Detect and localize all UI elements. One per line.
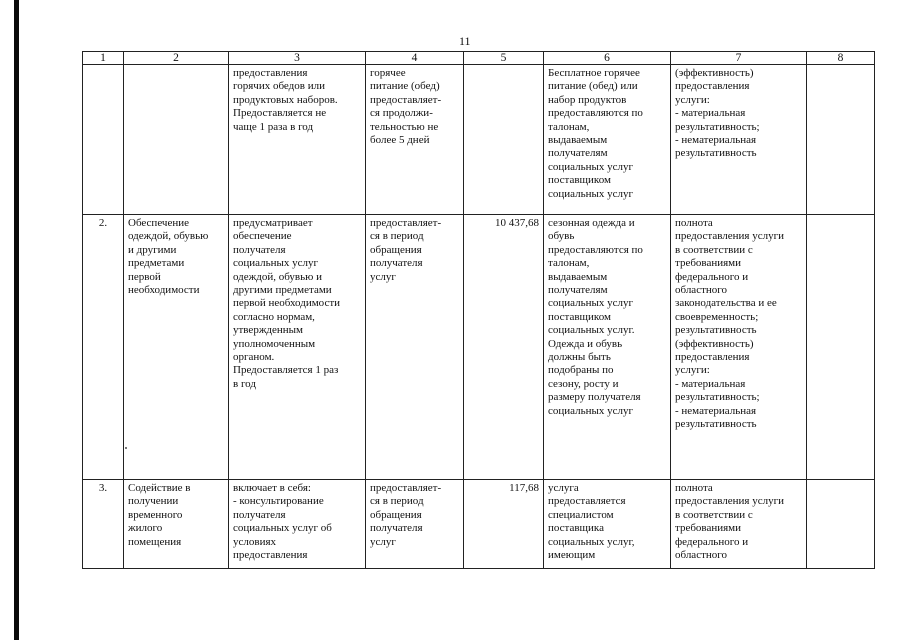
text-line: одеждой, обувью [128, 230, 209, 243]
text-line: предусматривает [233, 217, 313, 229]
text-line: в год [233, 377, 256, 390]
text-line: - нематериальная [675, 404, 757, 417]
text-line: предоставляются по [548, 107, 643, 120]
text-line: ся продолжи- [370, 107, 433, 120]
text-line: предоставления [233, 549, 308, 562]
text-line: размеру получателя [548, 391, 641, 404]
text-line: своевременность; [675, 310, 759, 323]
cell-extra [807, 215, 875, 480]
cell-indicators [671, 65, 807, 215]
cell-conditions [544, 65, 671, 215]
text-line: Бесплатное горячее [548, 67, 640, 79]
cell-tariff: 10 437,68 [464, 215, 544, 480]
header-col-4: 4 [366, 52, 464, 65]
cell-service-name [124, 65, 229, 215]
text-line: другими предметами [233, 284, 332, 297]
text-line: предоставляет- [370, 482, 442, 494]
text-line: результативность [675, 418, 757, 431]
text-line: имеющим [548, 549, 596, 562]
text-line: и другими [128, 243, 177, 256]
text-line: получателя [233, 243, 286, 256]
text-line: предоставляется [548, 495, 626, 508]
text-line: условиях [233, 535, 277, 548]
text-line: результативность; [675, 120, 760, 133]
text-line: талонам, [548, 120, 590, 133]
text-line: предоставления [675, 351, 750, 364]
text-line: предоставления [233, 67, 308, 79]
text-line: необходимости [128, 284, 200, 297]
text-line: обувь [548, 230, 575, 243]
text-line: одеждой, обувью и [233, 270, 322, 283]
text-line: получателя [233, 508, 286, 521]
header-row [83, 52, 875, 65]
cell-number [83, 65, 124, 215]
text-line: горячее [370, 67, 406, 79]
cell-tariff: 117,68 [464, 480, 544, 569]
text-line: полнота [675, 217, 713, 229]
text-line: - нематериальная [675, 134, 757, 147]
text-line: помещения [128, 535, 182, 548]
table-row [83, 65, 875, 215]
text-line: требованиями [675, 522, 742, 535]
text-line: социальных услуг [548, 187, 634, 200]
text-line: талонам, [548, 257, 590, 270]
text-line: предоставления услуги [675, 230, 784, 243]
text-line: предоставляет- [370, 217, 442, 229]
text-line: - консультирование [233, 495, 324, 508]
cell-service-name [124, 480, 229, 569]
text-line: социальных услуг [548, 297, 634, 310]
header-col-1: 1 [83, 52, 124, 65]
text-line: услуг [370, 270, 396, 283]
text-line: федерального и [675, 535, 749, 548]
text-line: социальных услуг [548, 404, 634, 417]
text-line: жилого [128, 522, 163, 535]
text-line: полнота [675, 482, 713, 494]
text-line: получателя [370, 522, 423, 535]
text-line: - материальная [675, 107, 746, 120]
text-line: обеспечение [233, 230, 292, 243]
text-line: социальных услуг. [548, 324, 635, 337]
cell-indicators [671, 480, 807, 569]
text-line: областного [675, 549, 728, 562]
cell-description [229, 65, 366, 215]
text-line: результативность; [675, 391, 760, 404]
text-line: предметами [128, 257, 185, 270]
text-line: услуг [370, 535, 396, 548]
text-line: результативность [675, 147, 757, 160]
text-line: результативность [675, 324, 757, 337]
text-line: питание (обед) [370, 80, 440, 93]
table-row [83, 215, 875, 480]
cell-indicators [671, 215, 807, 480]
text-line: Одежда и обувь [548, 337, 623, 350]
cell-conditions [544, 215, 671, 480]
scan-margin [0, 0, 14, 640]
text-line: социальных услуг [548, 160, 634, 173]
text-line: чаще 1 раза в год [233, 120, 314, 133]
text-line: сезонная одежда и [548, 217, 635, 229]
text-line: временного [128, 508, 183, 521]
cell-description [229, 215, 366, 480]
text-line: (эффективность) [675, 67, 754, 79]
text-line: утвержденным [233, 324, 304, 337]
cell-description [229, 480, 366, 569]
text-line: горячих обедов или [233, 80, 325, 93]
text-line: первой необходимости [233, 297, 341, 310]
services-table [82, 51, 875, 569]
cell-period [366, 215, 464, 480]
text-line: включает в себя: [233, 482, 311, 494]
text-line: ся в период [370, 495, 424, 508]
text-line: питание (обед) или [548, 80, 638, 93]
scan-binding-edge [14, 0, 19, 640]
page-number: 11 [459, 34, 471, 48]
text-line: поставщика [548, 522, 604, 535]
text-line: набор продуктов [548, 93, 627, 106]
table-row [83, 480, 875, 569]
text-line: услуги: [675, 364, 710, 377]
text-line: Предоставляется 1 раз [233, 364, 339, 377]
scan-speck [125, 447, 127, 449]
text-line: обращения [370, 243, 422, 256]
text-line: поставщиком [548, 310, 611, 323]
text-line: подобраны по [548, 364, 614, 377]
text-line: Содействие в [128, 482, 191, 494]
text-line: (эффективность) [675, 337, 754, 350]
text-line: социальных услуг [233, 257, 319, 270]
text-line: должны быть [548, 351, 611, 364]
text-line: специалистом [548, 508, 614, 521]
cell-service-name [124, 215, 229, 480]
text-line: социальных услуг об [233, 522, 332, 535]
text-line: социальных услуг, [548, 535, 635, 548]
cell-number: 2. [83, 215, 124, 480]
text-line: федерального и [675, 270, 749, 283]
text-line: ся в период [370, 230, 424, 243]
cell-period [366, 65, 464, 215]
text-line: - материальная [675, 377, 746, 390]
cell-extra [807, 65, 875, 215]
text-line: выдаваемым [548, 134, 608, 147]
text-line: более 5 дней [370, 134, 430, 147]
cell-extra [807, 480, 875, 569]
text-line: согласно нормам, [233, 310, 315, 323]
cell-tariff [464, 65, 544, 215]
header-col-6: 6 [544, 52, 671, 65]
text-line: тельностью не [370, 120, 439, 133]
text-line: получателям [548, 284, 608, 297]
cell-conditions [544, 480, 671, 569]
text-line: поставщиком [548, 174, 611, 187]
text-line: выдаваемым [548, 270, 608, 283]
header-col-3: 3 [229, 52, 366, 65]
text-line: получателя [370, 257, 423, 270]
text-line: предоставляет- [370, 93, 442, 106]
header-col-8: 8 [807, 52, 875, 65]
text-line: в соответствии с [675, 508, 753, 521]
text-line: получателям [548, 147, 608, 160]
text-line: органом. [233, 351, 275, 364]
text-line: услуги: [675, 93, 710, 106]
text-line: продуктовых наборов. [233, 93, 338, 106]
cell-period [366, 480, 464, 569]
header-col-7: 7 [671, 52, 807, 65]
text-line: обращения [370, 508, 422, 521]
text-line: Предоставляется не [233, 107, 327, 120]
text-line: предоставления [675, 80, 750, 93]
text-line: областного [675, 284, 728, 297]
text-line: первой [128, 270, 161, 283]
text-line: уполномоченным [233, 337, 316, 350]
text-line: получении [128, 495, 179, 508]
header-col-5: 5 [464, 52, 544, 65]
text-line: Обеспечение [128, 217, 189, 229]
text-line: предоставляются по [548, 243, 643, 256]
text-line: предоставления услуги [675, 495, 784, 508]
header-col-2: 2 [124, 52, 229, 65]
text-line: требованиями [675, 257, 742, 270]
text-line: услуга [548, 482, 579, 494]
text-line: сезону, росту и [548, 377, 619, 390]
cell-number: 3. [83, 480, 124, 569]
text-line: законодательства и ее [675, 297, 777, 310]
text-line: в соответствии с [675, 243, 753, 256]
